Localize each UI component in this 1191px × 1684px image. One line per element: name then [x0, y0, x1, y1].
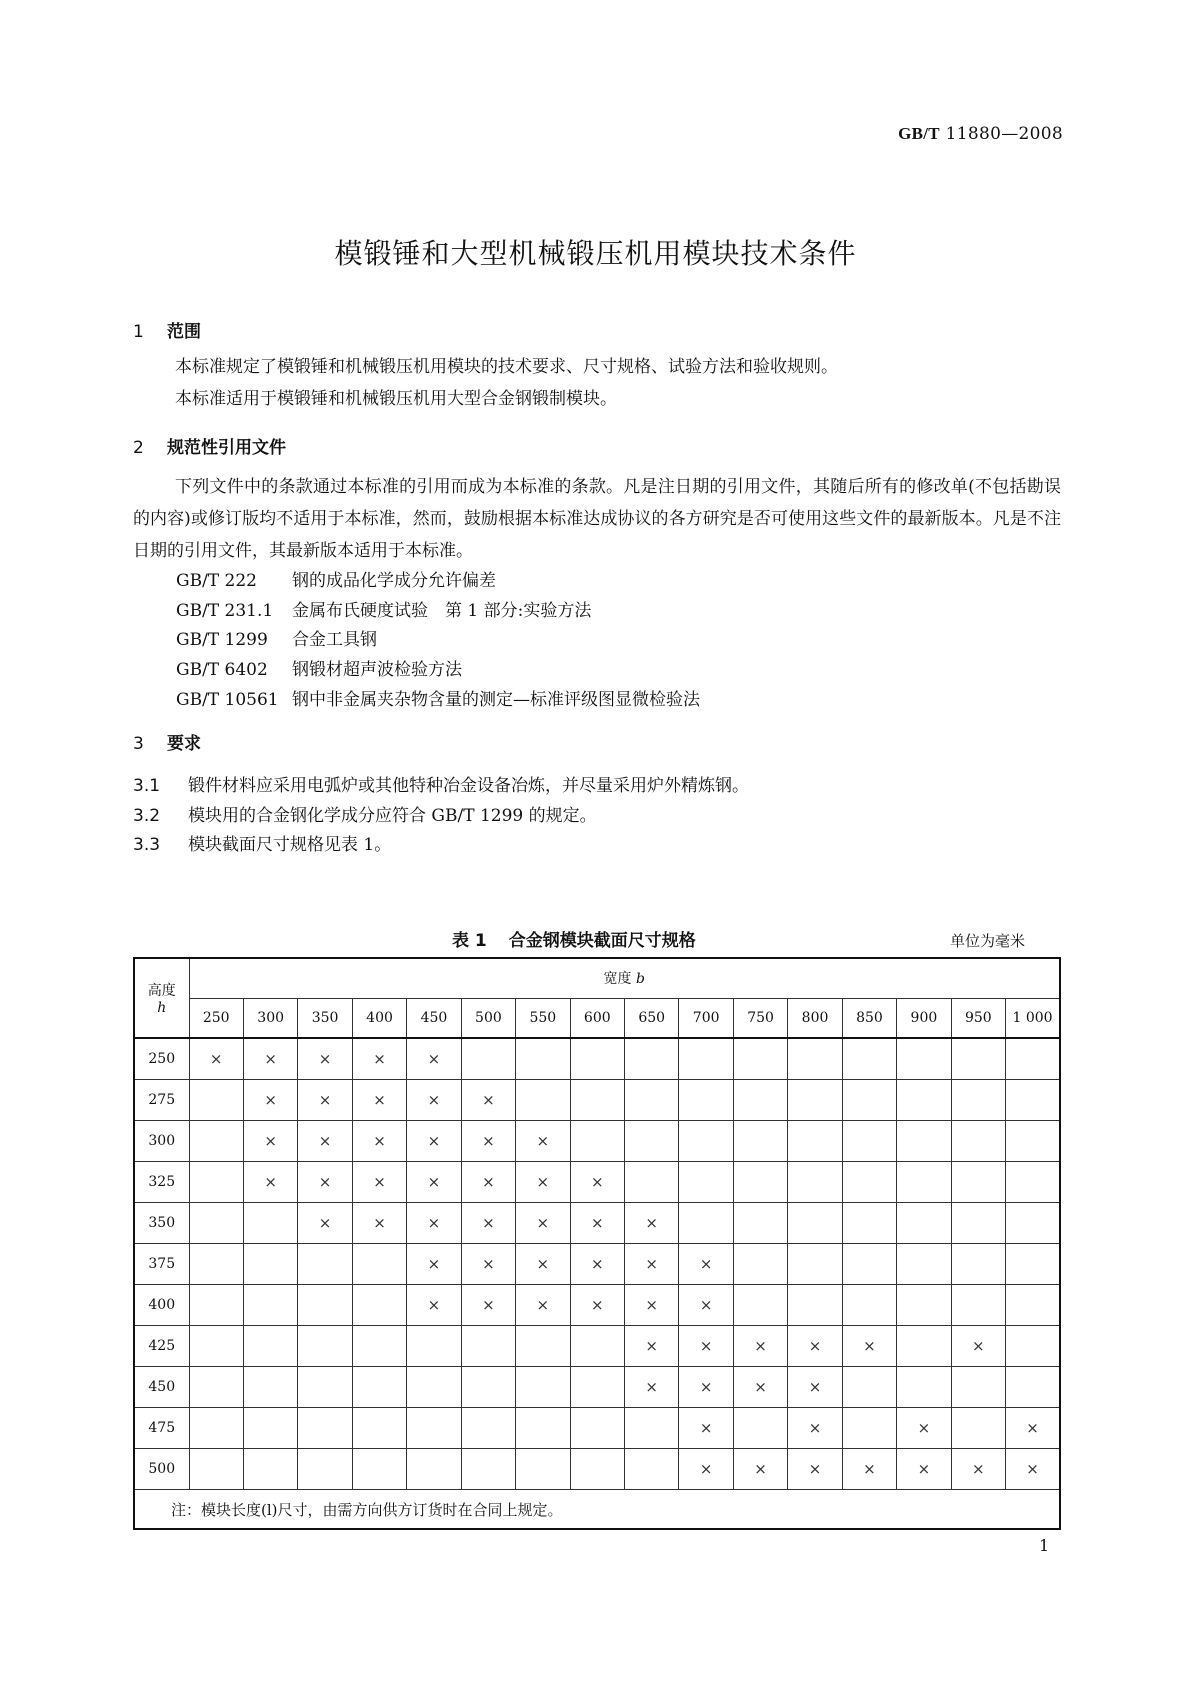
size-available-cell: ×: [733, 1367, 787, 1408]
reference-code: GB/T 1299: [176, 630, 268, 650]
size-available-cell: ×: [625, 1285, 679, 1326]
standard-prefix: GB/T: [898, 124, 940, 143]
empty-cell: [625, 1038, 679, 1080]
size-available-cell: ×: [461, 1162, 515, 1203]
empty-cell: [897, 1203, 951, 1244]
empty-cell: [516, 1408, 570, 1449]
reference-item: [176, 625, 377, 650]
empty-cell: [298, 1285, 352, 1326]
empty-cell: [842, 1121, 896, 1162]
size-available-cell: ×: [407, 1285, 461, 1326]
size-available-cell: ×: [189, 1038, 243, 1080]
table-row: [134, 1121, 1060, 1162]
size-available-cell: ×: [1006, 1449, 1060, 1490]
size-available-cell: ×: [1006, 1408, 1060, 1449]
empty-cell: [842, 1408, 896, 1449]
empty-cell: [951, 1080, 1005, 1121]
table-row: [134, 1203, 1060, 1244]
empty-cell: [461, 1367, 515, 1408]
height-value-cell: 450: [134, 1367, 189, 1408]
height-header-cell: [134, 958, 189, 1038]
height-value-cell: 350: [134, 1203, 189, 1244]
size-available-cell: ×: [788, 1326, 842, 1367]
clause-text: 锻件材料应采用电弧炉或其他特种冶金设备冶炼，并尽量采用炉外精炼钢。: [188, 776, 749, 796]
reference-item: [176, 596, 591, 621]
empty-cell: [516, 1038, 570, 1080]
size-available-cell: ×: [842, 1449, 896, 1490]
table-row: [134, 1162, 1060, 1203]
reference-title: 金属布氏硬度试验 第 1 部分:实验方法: [292, 601, 592, 621]
size-available-cell: ×: [516, 1244, 570, 1285]
empty-cell: [570, 1408, 624, 1449]
empty-cell: [788, 1244, 842, 1285]
size-available-cell: ×: [516, 1285, 570, 1326]
size-available-cell: ×: [243, 1121, 297, 1162]
empty-cell: [897, 1038, 951, 1080]
size-available-cell: ×: [461, 1203, 515, 1244]
size-available-cell: ×: [788, 1408, 842, 1449]
empty-cell: [842, 1244, 896, 1285]
size-available-cell: ×: [243, 1162, 297, 1203]
empty-cell: [298, 1244, 352, 1285]
standard-code: [898, 124, 1063, 144]
size-available-cell: ×: [352, 1038, 406, 1080]
empty-cell: [243, 1449, 297, 1490]
clause-3-1: [133, 771, 749, 796]
size-available-cell: ×: [679, 1326, 733, 1367]
empty-cell: [679, 1162, 733, 1203]
size-available-cell: ×: [352, 1203, 406, 1244]
height-value-cell: 500: [134, 1449, 189, 1490]
empty-cell: [516, 1080, 570, 1121]
height-value-cell: 375: [134, 1244, 189, 1285]
table-row: [134, 1326, 1060, 1367]
width-header-value: 650: [625, 998, 679, 1038]
empty-cell: [352, 1408, 406, 1449]
clause-text: 模块用的合金钢化学成分应符合 GB/T 1299 的规定。: [188, 806, 597, 826]
size-available-cell: ×: [461, 1244, 515, 1285]
section-title: 范围: [167, 322, 201, 342]
section-number: 3: [133, 734, 144, 754]
width-header-value: 750: [733, 998, 787, 1038]
table-title: 合金钢模块截面尺寸规格: [508, 931, 696, 951]
size-available-cell: ×: [570, 1285, 624, 1326]
height-value-cell: 275: [134, 1080, 189, 1121]
empty-cell: [951, 1203, 1005, 1244]
empty-cell: [298, 1367, 352, 1408]
empty-cell: [842, 1162, 896, 1203]
document-title: 模锻锤和大型机械锻压机用模块技术条件: [334, 237, 857, 270]
empty-cell: [788, 1285, 842, 1326]
empty-cell: [625, 1121, 679, 1162]
empty-cell: [897, 1367, 951, 1408]
empty-cell: [1006, 1285, 1060, 1326]
empty-cell: [842, 1203, 896, 1244]
empty-cell: [842, 1285, 896, 1326]
size-available-cell: ×: [897, 1449, 951, 1490]
empty-cell: [679, 1121, 733, 1162]
empty-cell: [733, 1038, 787, 1080]
size-available-cell: ×: [951, 1326, 1005, 1367]
empty-cell: [897, 1121, 951, 1162]
empty-cell: [625, 1449, 679, 1490]
table-row: [134, 1367, 1060, 1408]
width-header-value: 550: [516, 998, 570, 1038]
size-available-cell: ×: [951, 1449, 1005, 1490]
size-available-cell: ×: [352, 1121, 406, 1162]
size-available-cell: ×: [679, 1408, 733, 1449]
empty-cell: [243, 1408, 297, 1449]
empty-cell: [951, 1285, 1005, 1326]
empty-cell: [570, 1080, 624, 1121]
empty-cell: [298, 1449, 352, 1490]
width-header-value: 700: [679, 998, 733, 1038]
width-symbol: b: [635, 971, 645, 988]
empty-cell: [951, 1367, 1005, 1408]
size-available-cell: ×: [570, 1244, 624, 1285]
reference-title: 钢锻材超声波检验方法: [292, 660, 462, 680]
empty-cell: [679, 1203, 733, 1244]
empty-cell: [570, 1449, 624, 1490]
clause-text: 模块截面尺寸规格见表 1。: [188, 835, 392, 855]
empty-cell: [461, 1408, 515, 1449]
clause-number: 3.2: [133, 806, 161, 826]
height-value-cell: 425: [134, 1326, 189, 1367]
size-available-cell: ×: [679, 1244, 733, 1285]
reference-code: GB/T 231.1: [176, 601, 274, 621]
section-1-heading: [133, 317, 201, 342]
width-header-value: 900: [897, 998, 951, 1038]
empty-cell: [842, 1080, 896, 1121]
empty-cell: [243, 1285, 297, 1326]
empty-cell: [298, 1408, 352, 1449]
empty-cell: [625, 1408, 679, 1449]
size-available-cell: ×: [407, 1244, 461, 1285]
empty-cell: [189, 1367, 243, 1408]
size-available-cell: ×: [407, 1038, 461, 1080]
empty-cell: [189, 1203, 243, 1244]
size-available-cell: ×: [352, 1080, 406, 1121]
width-header-value: 250: [189, 998, 243, 1038]
empty-cell: [570, 1038, 624, 1080]
clause-number: 3.3: [133, 835, 161, 855]
clause-3-3: [133, 830, 391, 855]
size-available-cell: ×: [570, 1203, 624, 1244]
references-intro: 下列文件中的条款通过本标准的引用而成为本标准的条款。凡是注日期的引用文件，其随后所有的修改单(不包括勘误的内容)或修订版均不适用于本标准，然而，鼓励根据本标准达成协议的各方研究是否可使用这些文件的最新版本。凡是不注日期的引用文件，其最新版本适用于本标准。: [133, 477, 1061, 561]
width-header-value: 800: [788, 998, 842, 1038]
section-title: 要求: [167, 734, 201, 754]
empty-cell: [897, 1080, 951, 1121]
size-available-cell: ×: [298, 1080, 352, 1121]
height-symbol: h: [157, 1000, 167, 1016]
section-2-heading: [133, 433, 286, 458]
width-values-row: [134, 998, 1060, 1038]
empty-cell: [516, 1367, 570, 1408]
empty-cell: [1006, 1367, 1060, 1408]
empty-cell: [1006, 1162, 1060, 1203]
empty-cell: [1006, 1244, 1060, 1285]
standard-number: 11880—2008: [945, 124, 1063, 144]
page-number: 1: [1039, 1536, 1050, 1555]
spec-table: [133, 957, 1061, 1530]
empty-cell: [461, 1038, 515, 1080]
size-available-cell: ×: [788, 1449, 842, 1490]
empty-cell: [516, 1326, 570, 1367]
width-header-value: 600: [570, 998, 624, 1038]
reference-title: 钢的成品化学成分允许偏差: [292, 571, 496, 591]
empty-cell: [189, 1121, 243, 1162]
empty-cell: [733, 1408, 787, 1449]
scope-paragraph-1: 本标准规定了模锻锤和机械锻压机用模块的技术要求、尺寸规格、试验方法和验收规则。: [175, 357, 838, 377]
empty-cell: [570, 1121, 624, 1162]
size-available-cell: ×: [516, 1162, 570, 1203]
empty-cell: [352, 1449, 406, 1490]
table-row: [134, 1285, 1060, 1326]
size-available-cell: ×: [407, 1203, 461, 1244]
size-available-cell: ×: [461, 1080, 515, 1121]
table-caption: [452, 926, 696, 951]
empty-cell: [733, 1121, 787, 1162]
empty-cell: [1006, 1080, 1060, 1121]
clause-3-2: [133, 801, 597, 826]
empty-cell: [298, 1326, 352, 1367]
size-available-cell: ×: [679, 1449, 733, 1490]
empty-cell: [842, 1367, 896, 1408]
size-available-cell: ×: [625, 1367, 679, 1408]
size-available-cell: ×: [897, 1408, 951, 1449]
size-available-cell: ×: [570, 1162, 624, 1203]
width-header-value: 300: [243, 998, 297, 1038]
width-header-label: 宽度: [603, 971, 632, 988]
empty-cell: [625, 1162, 679, 1203]
empty-cell: [243, 1244, 297, 1285]
clause-number: 3.1: [133, 776, 161, 796]
size-available-cell: ×: [407, 1121, 461, 1162]
section-3-heading: [133, 729, 201, 754]
empty-cell: [842, 1038, 896, 1080]
size-available-cell: ×: [625, 1203, 679, 1244]
height-header-label: 高度: [147, 983, 176, 999]
empty-cell: [352, 1285, 406, 1326]
empty-cell: [352, 1367, 406, 1408]
size-available-cell: ×: [625, 1326, 679, 1367]
empty-cell: [189, 1408, 243, 1449]
empty-cell: [1006, 1038, 1060, 1080]
empty-cell: [570, 1367, 624, 1408]
table-unit-note: 单位为毫米: [950, 932, 1026, 950]
empty-cell: [951, 1408, 1005, 1449]
empty-cell: [243, 1326, 297, 1367]
empty-cell: [516, 1449, 570, 1490]
empty-cell: [407, 1449, 461, 1490]
size-available-cell: ×: [461, 1285, 515, 1326]
width-header-value: 400: [352, 998, 406, 1038]
size-available-cell: ×: [298, 1121, 352, 1162]
empty-cell: [189, 1162, 243, 1203]
size-available-cell: ×: [298, 1038, 352, 1080]
empty-cell: [1006, 1121, 1060, 1162]
reference-code: GB/T 10561: [176, 690, 279, 710]
empty-cell: [679, 1038, 733, 1080]
empty-cell: [951, 1121, 1005, 1162]
empty-cell: [461, 1326, 515, 1367]
reference-title: 钢中非金属夹杂物含量的测定—标准评级图显微检验法: [292, 690, 700, 710]
size-available-cell: ×: [733, 1326, 787, 1367]
size-available-cell: ×: [625, 1244, 679, 1285]
reference-code: GB/T 222: [176, 571, 257, 591]
empty-cell: [352, 1326, 406, 1367]
size-available-cell: ×: [298, 1203, 352, 1244]
size-available-cell: ×: [733, 1449, 787, 1490]
height-value-cell: 250: [134, 1038, 189, 1080]
empty-cell: [951, 1244, 1005, 1285]
empty-cell: [189, 1449, 243, 1490]
reference-title: 合金工具钢: [292, 630, 377, 650]
size-available-cell: ×: [407, 1080, 461, 1121]
empty-cell: [733, 1162, 787, 1203]
width-header-value: 850: [842, 998, 896, 1038]
width-header-cell: [189, 958, 1060, 998]
table-note: 注：模块长度(l)尺寸，由需方向供方订货时在合同上规定。: [134, 1490, 1060, 1530]
empty-cell: [951, 1162, 1005, 1203]
empty-cell: [733, 1285, 787, 1326]
empty-cell: [897, 1162, 951, 1203]
table-row: [134, 1244, 1060, 1285]
empty-cell: [788, 1038, 842, 1080]
reference-item: [176, 685, 700, 710]
table-row: [134, 1408, 1060, 1449]
section-title: 规范性引用文件: [167, 438, 286, 458]
size-available-cell: ×: [352, 1162, 406, 1203]
size-available-cell: ×: [461, 1121, 515, 1162]
empty-cell: [189, 1285, 243, 1326]
width-header-value: 450: [407, 998, 461, 1038]
empty-cell: [1006, 1203, 1060, 1244]
reference-item: [176, 566, 496, 591]
empty-cell: [407, 1367, 461, 1408]
table-row: [134, 1449, 1060, 1490]
empty-cell: [243, 1203, 297, 1244]
size-available-cell: ×: [516, 1203, 570, 1244]
empty-cell: [189, 1326, 243, 1367]
height-value-cell: 475: [134, 1408, 189, 1449]
section-number: 1: [133, 322, 144, 342]
empty-cell: [189, 1080, 243, 1121]
size-available-cell: ×: [679, 1367, 733, 1408]
empty-cell: [352, 1244, 406, 1285]
empty-cell: [679, 1080, 733, 1121]
table-body: [134, 1038, 1060, 1490]
empty-cell: [570, 1326, 624, 1367]
height-value-cell: 325: [134, 1162, 189, 1203]
table-label: 表 1: [452, 931, 487, 951]
size-available-cell: ×: [298, 1162, 352, 1203]
empty-cell: [625, 1080, 679, 1121]
size-available-cell: ×: [243, 1038, 297, 1080]
empty-cell: [189, 1244, 243, 1285]
empty-cell: [897, 1326, 951, 1367]
empty-cell: [951, 1038, 1005, 1080]
empty-cell: [897, 1244, 951, 1285]
empty-cell: [733, 1080, 787, 1121]
size-available-cell: ×: [243, 1080, 297, 1121]
table-row: [134, 1038, 1060, 1080]
width-header-value: 350: [298, 998, 352, 1038]
size-available-cell: ×: [788, 1367, 842, 1408]
empty-cell: [788, 1203, 842, 1244]
height-value-cell: 300: [134, 1121, 189, 1162]
reference-item: [176, 655, 462, 680]
size-available-cell: ×: [842, 1326, 896, 1367]
width-header-value: 950: [951, 998, 1005, 1038]
reference-code: GB/T 6402: [176, 660, 268, 680]
empty-cell: [733, 1244, 787, 1285]
empty-cell: [788, 1080, 842, 1121]
size-available-cell: ×: [407, 1162, 461, 1203]
scope-paragraph-2: 本标准适用于模锻锤和机械锻压机用大型合金钢锻制模块。: [175, 389, 617, 409]
size-available-cell: ×: [679, 1285, 733, 1326]
empty-cell: [407, 1326, 461, 1367]
table-row: [134, 1080, 1060, 1121]
width-header-value: 1 000: [1006, 998, 1060, 1038]
empty-cell: [788, 1121, 842, 1162]
section-number: 2: [133, 438, 144, 458]
width-header-value: 500: [461, 998, 515, 1038]
empty-cell: [407, 1408, 461, 1449]
empty-cell: [897, 1285, 951, 1326]
empty-cell: [461, 1449, 515, 1490]
size-available-cell: ×: [516, 1121, 570, 1162]
empty-cell: [788, 1162, 842, 1203]
empty-cell: [1006, 1326, 1060, 1367]
empty-cell: [243, 1367, 297, 1408]
height-value-cell: 400: [134, 1285, 189, 1326]
empty-cell: [733, 1203, 787, 1244]
